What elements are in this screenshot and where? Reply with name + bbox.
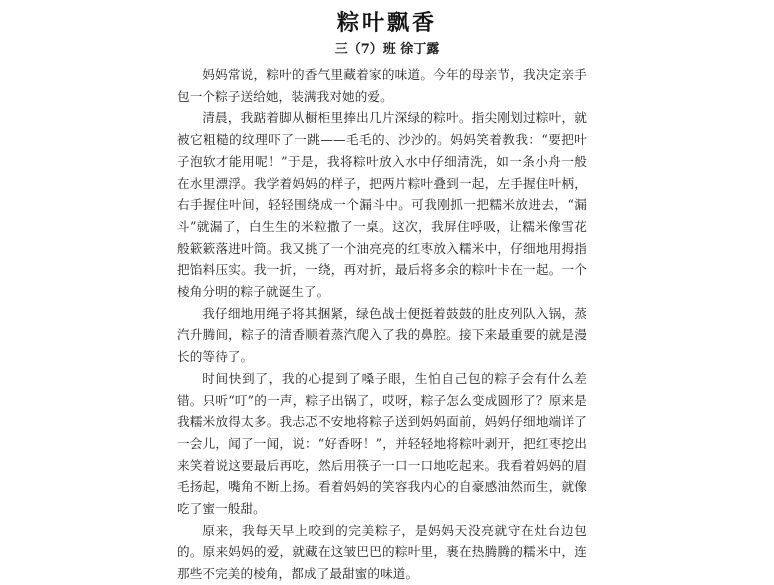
essay-title: 粽叶飘香 [336, 10, 437, 36]
essay-body [177, 64, 587, 585]
paragraph-1: 妈妈常说，粽叶的香气里藏着家的味道。今年的母亲节，我决定亲手包一个粽子送给她，装满我对她的爱。 [177, 67, 587, 104]
paragraph-3: 我仔细地用绳子将其捆紧，绿色战士便挺着鼓鼓的肚皮列队入锅，蒸汽升腾间，粽子的清香顺着蒸汽爬入了我的鼻腔。接下来最重要的就是漫长的等待了。 [177, 305, 587, 365]
author-line: 三（7）班 徐丁露 [334, 42, 440, 57]
paragraph-4: 时间快到了，我的心提到了嗓子眼，生怕自己包的粽子会有什么差错。只听“叮”的一声，粽子出锅了，哎呀，粽子怎么变成圆形了？原来是我糯米放得太多。我忐忑不安地将粽子送到妈妈面前，妈妈仔细地端详了一会儿，闻了一闻，说：“好香呀！”，并轻轻地将粽叶剥开，把红枣挖出来笑着说这要最后再吃，然后用筷子一口一口地吃起来。我看着妈妈的眉毛扬起，嘴角不断上扬。看着妈妈的笑容我内心的自豪感油然而生，就像吃了蜜一般甜。 [177, 370, 587, 517]
paragraph-5: 原来，我每天早上咬到的完美粽子，是妈妈天没亮就守在灶台边包的。原来妈妈的爱，就藏在这皱巴巴的粽叶里，裹在热腾腾的糯米中，连那些不完美的棱角，都成了最甜蜜的味道。 [177, 522, 587, 582]
paragraph-2: 清晨，我踮着脚从橱柜里捧出几片深绿的粽叶。指尖刚划过粽叶，就被它粗糙的纹理吓了一跳——毛毛的、沙沙的。妈妈笑着教我：“要把叶子泡软才能用呢！”于是，我将粽叶放入水中仔细清洗，如一条小舟一般在水里漂浮。我学着妈妈的样子，把两片粽叶叠到一起，左手握住叶柄，右手握住叶间，轻轻围绕成一个漏斗中。可我刚抓一把糯米放进去，“漏斗”就漏了，白生生的米粒撒了一桌。这次，我屏住呼吸，让糯米像雪花般簌簌落进叶筒。我又挑了一个油亮亮的红枣放入糯米中，仔细地用拇指把馅料压实。我一折，一绕，再对折，最后将多余的粽叶卡在一起。一个棱角分明的粽子就诞生了。 [177, 110, 587, 300]
